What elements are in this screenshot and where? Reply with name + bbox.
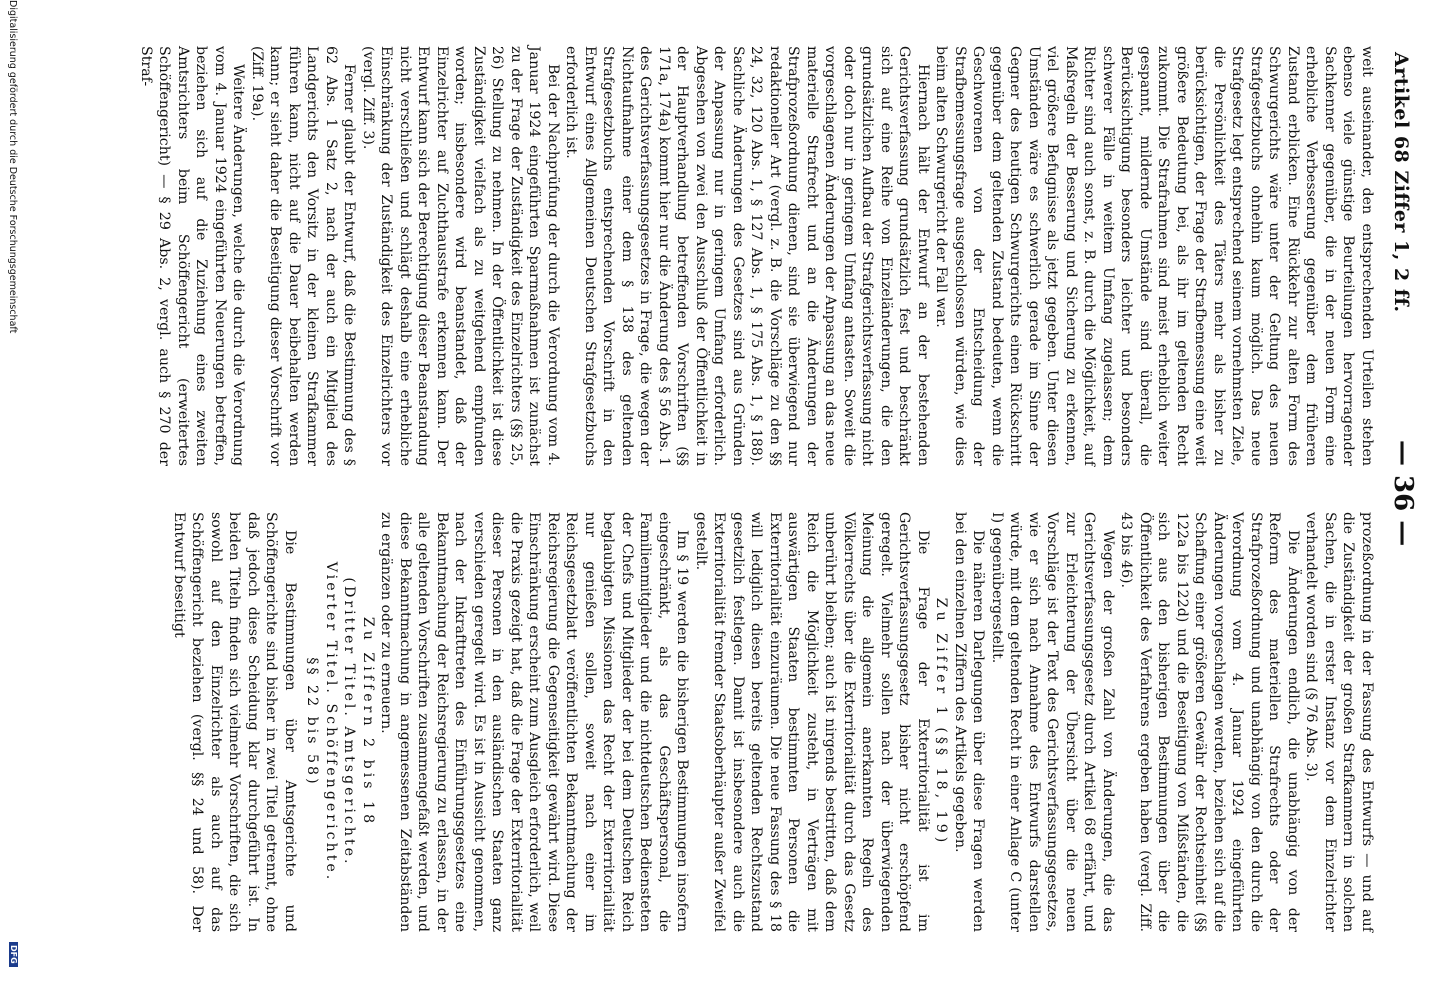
paragraph: Hiernach hält der Entwurf an der bestehenden Gerichtsverfassung grundsätzlich fest und beschränkt sich auf eine Reihe von Einzeländerungen, die den grundsätzlichen Aufbau der Strafgerichtsverfassung nicht oder doch nur in geringem Umfang antasten. Soweit die vorgeschlagenen Änderungen der Anpassung an das neue materielle Strafrecht und an die Änderungen der Strafprozeßordnung dienen, sind sie überwiegend nur redaktioneller Art (vergl. z. B. die Vorschläge zu den §§ 24, 32, 120 Abs. 1, § 127 Abs. 1, § 175 Abs. 1, § 188). Sachliche Änderungen des Gesetzes sind aus Gründen der Anpassung nur in geringem Umfang erforderlich. Abgesehen von zwei den Ausschluß der Öffentlichkeit in der Hauptverhandlung betreffenden Vorschriften (§§ 171a, 174a) kommt hier nur die Änderung des § 56 Abs. 1 des Gerichtsverfassungsgesetzes in Frage, die wegen der Nichtaufnahme einer dem § 138 des geltenden Strafgesetzbuchs entsprechenden Vorschrift in den Entwurf eines Allgemeinen Deutschen Strafgesetzbuchs erforderlich ist. — [563, 46, 931, 466]
section-subheading: §§ 22 bis 58) — [304, 657, 321, 787]
section-subheading: Vierter Titel. Schöffengerichte. — [323, 561, 339, 883]
page-footer — [4, 0, 18, 1000]
left-column — [137, 46, 1377, 466]
paragraph: Die Bestimmungen über Amtsgerichte und Schöffengerichte sind bisher in zwei Titel getrennt, ohne daß jedoch diese Scheidung klar durchgeführt ist. In beiden Titeln finden sich vielmehr Vorschriften, die sich sowohl auf den Einzelrichter als auch auf das Schöffengericht beziehen (vergl. §§ 24 und 58). Der Entwurf beseitigt — [171, 512, 298, 932]
page-header — [1382, 0, 1422, 1000]
section-heading: Zu Ziffern 2 bis 18 — [360, 616, 376, 828]
paragraph: weit auseinander, den entsprechenden Urteilen stehen ebenso viele günstige Beurteilungen hervorragender Sachkenner gegenüber, die in der neuen Form eine erhebliche Verbesserung gegenüber dem früheren Zustand erblicken. Eine Rückkehr zur alten Form des Schwurgerichts wäre unter der Geltung des neuen Strafgesetzbuchs ohnehin kaum möglich. Das neue Strafgesetz legt entsprechend seinem vornehmsten Ziele, die Persönlichkeit des Täters mehr als bisher zu berücksichtigen, der Frage der Strafbemessung eine weit größere Bedeutung bei, als ihr im geltenden Recht zukommt. Die Strafrahmen sind meist erheblich weiter gespannt, mildernde Umstände sind überall, die Berücksichtigung besonders leichter und besonders schwerer Fälle in weitem Umfang zugelassen; dem Richter sind auch sonst, z. B. durch die Möglichkeit, auf Maßregeln der Besserung und Sicherung zu erkennen, viel größere Befugnisse als jetzt gegeben. Unter diesen Umständen wäre es schwerlich gerade im Sinne der Gegner des heutigen Schwurgerichts einen Rückschritt gegenüber dem geltenden Zustand bedeuten, wenn die Geschworenen von der Entscheidung der Strafbemessungsfrage ausgeschlossen würden, wie dies beim alten Schwurgericht der Fall war. — [933, 46, 1375, 466]
paragraph: Die näheren Darlegungen über diese Fragen werden bei den einzelnen Ziffern des Artikels gegeben. — [952, 512, 987, 932]
paragraph: Ferner glaubt der Entwurf, daß die Bestimmung des § 62 Abs. 1 Satz 2, nach der auch ein Mitglied des Landgerichts den Vorsitz in der kleinen Strafkammer führen kann, nicht auf die Dauer beibehalten werden kann; er sieht daher die Beseitigung dieser Vorschrift vor (Ziff. 19a). — [249, 46, 358, 466]
paragraph: Im § 19 werden die bisherigen Bestimmungen insofern eingeschränkt, als das Geschäftspersonal, die Familienmitglieder und die nichtdeutschen Bediensteten der Chefs und Mitglieder der bei dem Deutschen Reich beglaubigten Missionen das Recht der Exterritorialität nur genießen sollen, soweit nach einer im Reichsgesetzblatt veröffentlichten Bekanntmachung der Reichsregierung die Gegenseitigkeit gewährt wird. Diese Einschränkung erscheint zum Ausgleich erforderlich, weil die Praxis gezeigt hat, daß die Frage der Exterritorialität dieser Personen in den ausländischen Staaten ganz verschieden geregelt wird. Es ist in Aussicht genommen, nach der Inkrafttreten des Einführungsgesetzes eine Bekanntmachung der Reichsregierung zu erlassen, in der alle geltenden Vorschriften zusammengefaßt werden, und diese Bekanntmachung in angemessenen Zeitabständen zu ergänzen oder zu erneuern. — [378, 512, 691, 932]
right-column — [170, 512, 1377, 932]
section-heading: Zu Ziffer 1 (§§ 18, 19) — [933, 597, 950, 847]
paragraph: Bei der Nachprüfung der durch die Verordnung vom 4. Januar 1924 eingeführten Sparmaßnahmen ist zunächst zu der Frage der Zuständigkeit des Einzelrichters (§§ 25, 26) Stellung zu nehmen. In der Öffentlichkeit ist diese Zuständigkeit vielfach als zu weitgehend empfunden worden; insbesondere wird beanstandet, daß der Einzelrichter auf Zuchthausstrafe erkennen kann. Der Entwurf kann sich der Berechtigung dieser Beanstandung nicht verschließen und schlägt deshalb eine erhebliche Einschränkung der Zuständigkeit des Einzelrichters vor (vergl. Ziff. 3). — [360, 46, 561, 466]
paragraph: prozeßordnung in der Fassung des Entwurfs — und auf die Zuständigkeit der großen Strafkammern in solchen Sachen, die in erster Instanz vor dem Einzelrichter verhandelt worden sind (§ 76 Abs. 3). — [1303, 512, 1375, 932]
page-number: — 36 — — [1388, 440, 1418, 547]
paragraph: Wegen der großen Zahl von Änderungen, die das Gerichtsverfassungsgesetz durch Artikel 68 erfährt, und zur Erleichterung der Übersicht über die neuen Vorschläge ist der Text des Gerichtsverfassungsgesetzes, wie er sich nach Annahme des Entwurfs darstellen würde, mit dem geltenden Recht in einer Anlage C (unter I) gegenübergestellt. — [989, 512, 1116, 932]
digitization-credit: Digitalisierung gefördert durch die Deutsche Forschungsgemeinschaft — [7, 0, 18, 334]
paragraph: Die Frage der Exterritorialität ist im Gerichtsverfassungsgesetz bisher nicht erschöpfend geregelt. Vielmehr sollen nach der überwiegenden Meinung die allgemein anerkannten Regeln des Völkerrechts über die Exterritorialität durch das Gesetz unberührt bleiben; auch ist nirgends bestritten, daß dem Reich die Möglichkeit zusteht, in Verträgen mit auswärtigen Staaten bestimmten Personen die Exterritorialität einzuräumen. Die neue Fassung des § 18 will lediglich diesen bereits geltenden Rechtszustand gesetzlich festlegen. Damit ist insbesondere auch die Exterritorialität fremder Staatsoberhäupter außer Zweifel gestellt. — [693, 512, 931, 932]
dfg-logo: DFG — [9, 942, 18, 967]
running-head: Artikel 68 Ziffer 1, 2 ff. — [1390, 52, 1412, 313]
section-subheading: (Dritter Titel. Amtsgerichte. — [341, 577, 358, 867]
paragraph: Weitere Änderungen, welche die durch die Verordnung vom 4. Januar 1924 eingeführten Neuerungen betreffen, beziehen sich auf die Zuziehung eines zweiten Amtsrichters beim Schöffengericht (erweitertes Schöffengericht) — § 29 Abs. 2, vergl. auch § 270 der Straf- — [138, 46, 247, 466]
paragraph: Die Änderungen endlich, die unabhängig von der Reform des materiellen Strafrechts oder der Strafprozeßordnung und unabhängig von den durch die Verordnung vom 4. Januar 1924 eingeführten Änderungen vorgeschlagen werden, beziehen sich auf die Schaffung einer größeren Gewähr der Rechtseinheit (§§ 122a bis 122d) und die Beseitigung von Mißständen, die sich aus den bisherigen Bestimmungen über die Öffentlichkeit des Verfahrens ergeben haben (vergl. Ziff. 43 bis 46). — [1118, 512, 1301, 932]
